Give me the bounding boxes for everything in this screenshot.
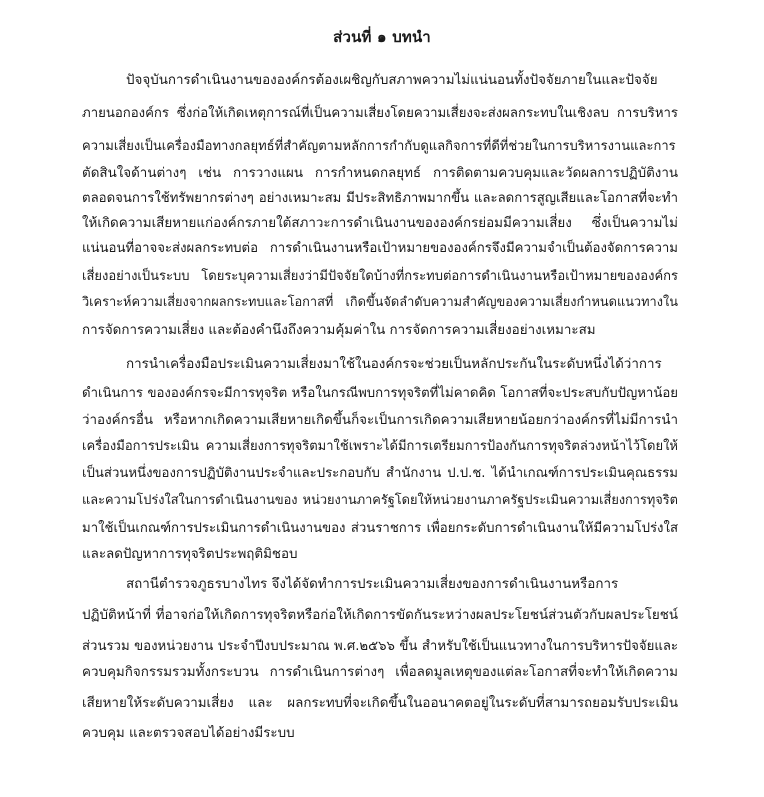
paragraph-2-line-2: ดำเนินการ ขององค์กรจะมีการทุจริต หรือในกรณีพบการทุจริตที่ไม่คาดคิด โอกาสที่จะประสบกับปัญหาน้อย [82,386,678,401]
paragraph-2-line-5: เป็นส่วนหนึ่งของการปฏิบัติงานประจำและประกอบกับ สำนักงาน ป.ป.ช. ได้นำเกณฑ์การประเมินคุณธรรม [82,466,678,481]
paragraph-3-line-3: ส่วนรวม ของหน่วยงาน ประจำปีงบประมาณ พ.ศ.๒๕๖๖ ขึ้น สำหรับใช้เป็นแนวทางในการบริหารปัจจัยและ [82,639,678,654]
paragraph-3-line-4: ควบคุมกิจกรรมรวมทั้งกระบวน การดำเนินการต่างๆ เพื่อลดมูลเหตุของแต่ละโอกาสที่จะทำให้เกิดความ [82,665,678,680]
paragraph-2-line-6: และความโปร่งใสในการดำเนินงานของ หน่วยงานภาครัฐโดยให้หน่วยงานภาครัฐประเมินความเสี่ยงการทุจริต [82,493,678,508]
page-title: ส่วนที่ ๑ บทนำ [333,28,431,46]
paragraph-1-line-7: แน่นอนที่อาจจะส่งผลกระทบต่อ การดำเนินงานหรือเป้าหมายขององค์กรจึงมีความจำเป็นต้องจัดการความ [82,241,678,256]
paragraph-1-line-8: เสี่ยงอย่างเป็นระบบ โดยระบุความเสี่ยงว่ามีปัจจัยใดบ้างที่กระทบต่อการดำเนินงานหรือเป้าหมายขององค์กร [82,269,678,284]
paragraph-1-line-6: ให้เกิดความเสียหายแก่องค์กรภายใต้สภาวะการดำเนินงานขององค์กรย่อมมีความเสี่ยง ซึ่งเป็นความไม่ [82,216,678,231]
paragraph-2-line-1: การนำเครื่องมือประเมินความเสี่ยงมาใช้ในองค์กรจะช่วยเป็นหลักประกันในระดับหนึ่งได้ว่าการ [126,357,662,372]
paragraph-3-line-5: เสียหายให้ระดับความเสี่ยง และ ผลกระทบที่จะเกิดขึ้นในออนาคตอยู่ในระดับที่สามารถยอมรับประเมิน [82,696,678,711]
paragraph-1-line-5: ตลอดจนการใช้ทรัพยากรต่างๆ อย่างเหมาะสม มีประสิทธิภาพมากขึ้น และลดการสูญเสียและโอกาสที่จะทำ [82,191,678,206]
paragraph-1-line-10: การจัดการความเสี่ยง และต้องคำนึงถึงความคุ้มค่าใน การจัดการความเสี่ยงอย่างเหมาะสม [82,323,596,338]
paragraph-3-line-1: สถานีตำรวจภูธรบางไทร จึงได้จัดทำการประเมินความเสี่ยงของการดำเนินงานหรือการ [126,577,619,592]
paragraph-2-line-8: และลดปัญหาการทุจริตประพฤติมิชอบ [82,547,298,562]
paragraph-3-line-2: ปฏิบัติหน้าที่ ที่อาจก่อให้เกิดการทุจริตหรือก่อให้เกิดการขัดกันระหว่างผลประโยชน์ส่วนตัวกับผลประโยชน์ [82,608,678,623]
paragraph-1-line-9: วิเคราะห์ความเสี่ยงจากผลกระทบและโอกาสที่ เกิดขึ้นจัดลำดับความสำคัญของความเสี่ยงกำหนดแนวทางใน [82,295,678,310]
paragraph-1-line-2: ภายนอกองค์กร ซึ่งก่อให้เกิดเหตุการณ์ที่เป็นความเสี่ยงโดยความเสี่ยงจะส่งผลกระทบในเชิงลบ การบริหาร [82,106,678,121]
paragraph-1-line-3: ความเสี่ยงเป็นเครื่องมือทางกลยุทธ์ที่สำคัญตามหลักการกำกับดูแลกิจการที่ดีที่ช่วยในการบริหารงานและการ [82,139,676,154]
paragraph-2-line-3: ว่าองค์กรอื่น หรือหากเกิดความเสียหายเกิดขึ้นก็จะเป็นการเกิดความเสียหายน้อยกว่าองค์กรที่ไม่มีการนำ [82,413,678,428]
paragraph-1-line-1: ปัจจุบันการดำเนินงานขององค์กรต้องเผชิญกับสภาพความไม่แน่นอนทั้งปัจจัยภายในและปัจจัย [126,73,658,88]
paragraph-2-line-7: มาใช้เป็นเกณฑ์การประเมินการดำเนินงานของ ส่วนราชการ เพื่อยกระดับการดำเนินงานให้มีความโปร่งใส [82,521,678,536]
paragraph-2-line-4: เครื่องมือการประเมิน ความเสี่ยงการทุจริตมาใช้เพราะได้มีการเตรียมการป้องกันการทุจริตล่วงหน้าไว้โดยให้ [82,439,678,454]
paragraph-3-line-6: ควบคุม และตรวจสอบได้อย่างมีระบบ [82,726,295,741]
paragraph-1-line-4: ตัดสินใจด้านต่างๆ เช่น การวางแผน การกำหนดกลยุทธ์ การติดตามควบคุมและวัดผลการปฏิบัติงาน [82,166,678,181]
